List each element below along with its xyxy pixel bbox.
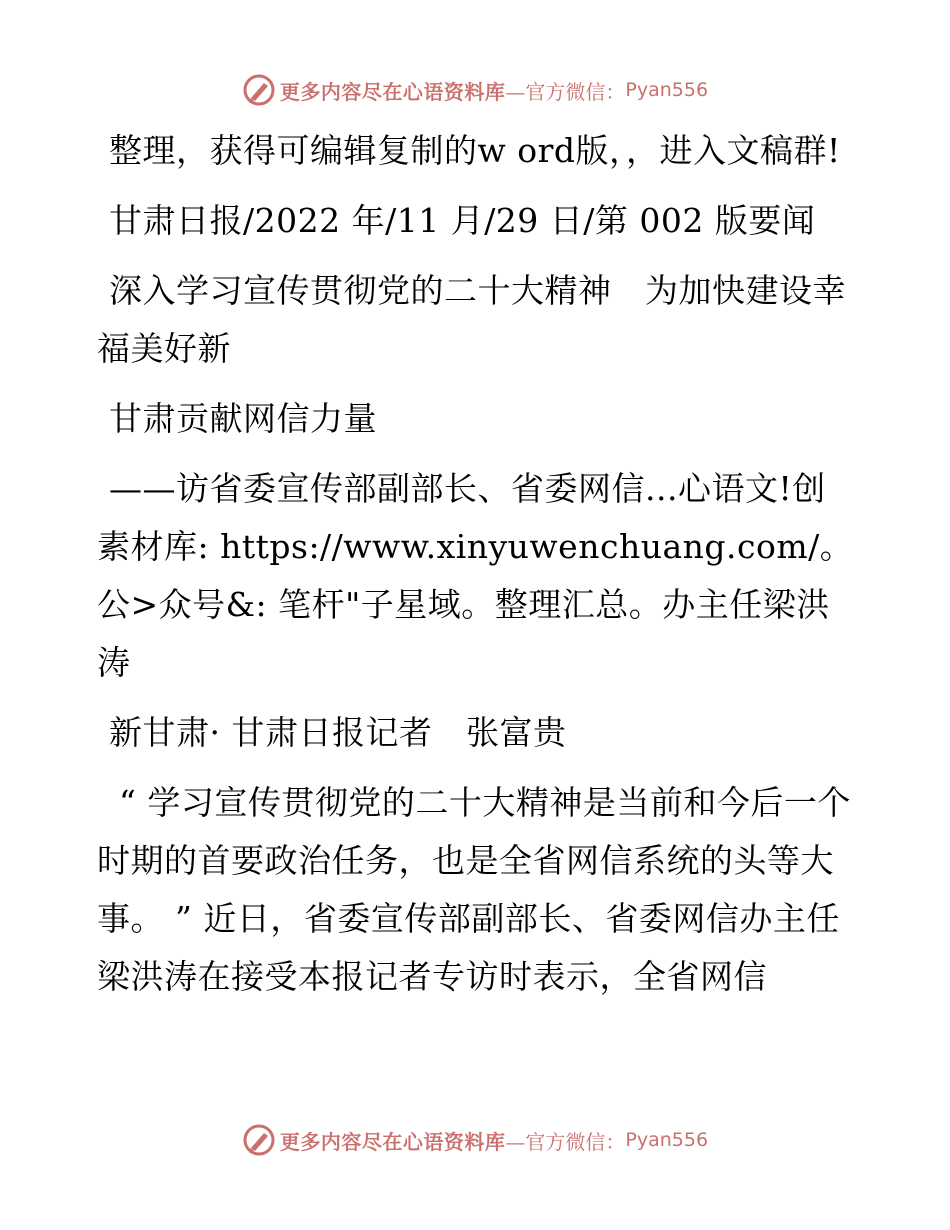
banner-wechat-id: Pyan556 <box>625 1129 709 1151</box>
header-banner <box>0 70 950 110</box>
intro-paragraph: 整理，获得可编辑复制的w ord版，，进入文稿群! <box>109 131 841 170</box>
headline-continued: 甘肃贡献网信力量 <box>109 399 377 438</box>
byline: 新甘肃· 甘肃日报记者 张富贵 <box>109 713 567 752</box>
banner-text: 更多内容尽在心语资料库 <box>279 79 506 104</box>
article-body <box>97 122 857 1018</box>
pen-logo-icon <box>242 1123 276 1157</box>
source-line: 甘肃日报/2022 年/11 月/29 日/第 002 版要闻 <box>109 201 816 240</box>
banner-separator: —官方微信： <box>505 1129 626 1154</box>
pen-logo-icon <box>242 73 276 107</box>
banner-wechat-id: Pyan556 <box>625 79 709 101</box>
subheadline: ——访省委宣传部副部长、省委网信...心语文!创素材库: https://www.xinyuwenchuang.com/。公>众号&: 笔杆"子星域。整理汇总。办主任梁洪涛 <box>97 469 854 682</box>
body-paragraph: “ 学习宣传贯彻党的二十大精神是当前和今后一个时期的首要政治任务，也是全省网信系统的头等大事。 ” 近日，省委宣传部副部长、省委网信办主任梁洪涛在接受本报记者专访时表示，全省网信 <box>97 783 851 996</box>
headline: 深入学习宣传贯彻党的二十大精神 为加快建设幸福美好新 <box>97 271 846 368</box>
banner-text: 更多内容尽在心语资料库 <box>279 1129 506 1154</box>
footer-banner <box>0 1120 950 1160</box>
banner-separator: —官方微信： <box>505 79 626 104</box>
